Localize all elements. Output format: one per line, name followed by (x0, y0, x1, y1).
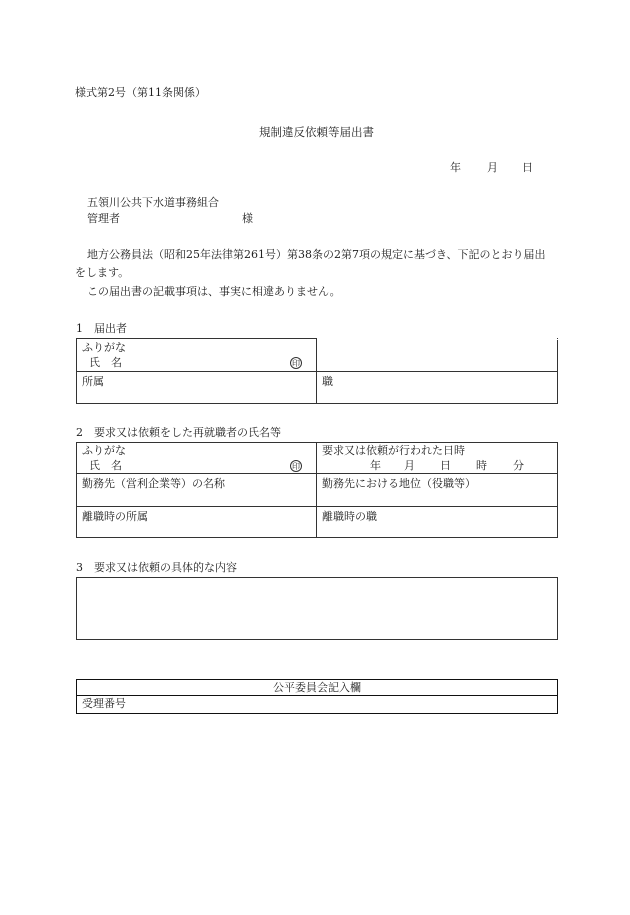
datetime-year-unit: 年 (370, 459, 381, 472)
body-line-1: 地方公務員法（昭和25年法律第261号）第38条の2第7項の規定に基づき、下記のとおり届出 (87, 248, 546, 261)
section3-content-box (76, 577, 558, 640)
receipt-number-label: 受理番号 (82, 697, 126, 710)
datetime-day-unit: 日 (440, 459, 451, 472)
section2-datetime-label: 要求又は依頼が行われた日時 (322, 444, 465, 457)
date-day-unit: 日 (522, 161, 533, 174)
section1-furigana-label: ふりがな (82, 341, 126, 354)
section2-name-label: 氏 名 (89, 459, 122, 472)
official-use-header: 公平委員会記入欄 (273, 681, 361, 694)
section2-furigana-label: ふりがな (82, 444, 126, 457)
section2-employer-position-label: 勤務先における地位（役職等） (322, 477, 476, 490)
section2-heading: 2 要求又は依頼をした再就職者の氏名等 (76, 426, 281, 439)
section2-seal-mark: 印 (292, 462, 300, 471)
body-line-2: をします。 (75, 266, 130, 279)
addressee-org: 五領川公共下水道事務組合 (87, 196, 219, 209)
datetime-month-unit: 月 (404, 459, 415, 472)
body-line-3: この届出書の記載事項は、事実に相違ありません。 (87, 285, 341, 298)
addressee-role: 管理者 (87, 212, 120, 225)
form-number: 様式第2号（第11条関係） (75, 86, 206, 99)
datetime-hour-unit: 時 (476, 459, 487, 472)
document-title: 規制違反依頼等届出書 (259, 125, 374, 139)
addressee-honorific: 様 (242, 212, 253, 225)
section1-position-label: 職 (322, 375, 333, 388)
datetime-minute-unit: 分 (513, 459, 524, 472)
section2-former-position-label: 離職時の職 (322, 510, 377, 523)
date-year-unit: 年 (450, 161, 461, 174)
section2-employer-name-label: 勤務先（営利企業等）の名称 (82, 477, 225, 490)
section1-heading: 1 届出者 (76, 322, 127, 335)
section1-name-label: 氏 名 (89, 356, 122, 369)
section1-seal-mark: 印 (292, 359, 300, 368)
section3-heading: 3 要求又は依頼の具体的な内容 (76, 561, 237, 574)
section1-affiliation-label: 所属 (82, 375, 104, 388)
section2-former-affiliation-label: 離職時の所属 (82, 510, 148, 523)
date-month-unit: 月 (487, 161, 498, 174)
